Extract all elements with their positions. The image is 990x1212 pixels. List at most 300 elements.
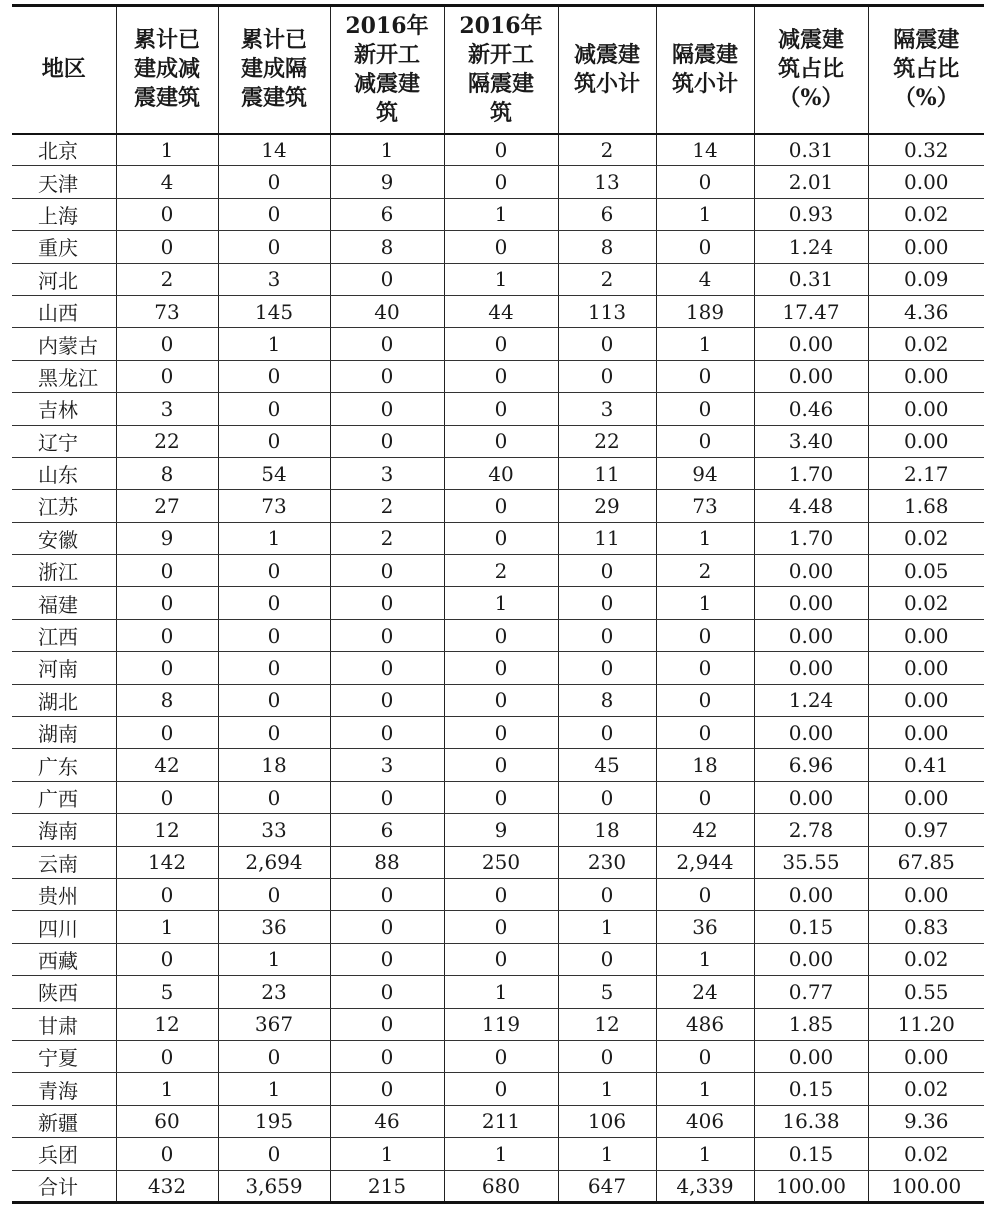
table-row <box>12 134 984 166</box>
value-cell: 1 <box>558 1138 656 1170</box>
value-cell: 1 <box>656 1073 754 1105</box>
value-cell: 0 <box>218 231 330 263</box>
value-cell: 0.97 <box>868 814 984 846</box>
value-cell: 9 <box>444 814 558 846</box>
region-cell: 宁夏 <box>12 1040 116 1072</box>
value-cell: 73 <box>656 490 754 522</box>
value-cell: 0 <box>444 943 558 975</box>
value-cell: 0 <box>444 911 558 943</box>
region-cell: 新疆 <box>12 1105 116 1137</box>
value-cell: 0.00 <box>754 619 868 651</box>
value-cell: 145 <box>218 295 330 327</box>
value-cell: 0.00 <box>868 1040 984 1072</box>
column-header: 累计已 建成隔 震建筑 <box>218 6 330 134</box>
value-cell: 0 <box>558 360 656 392</box>
value-cell: 1.70 <box>754 522 868 554</box>
value-cell: 73 <box>218 490 330 522</box>
value-cell: 0 <box>116 328 218 360</box>
value-cell: 0 <box>444 652 558 684</box>
value-cell: 0.02 <box>868 1138 984 1170</box>
value-cell: 0 <box>330 360 444 392</box>
table-row <box>12 1040 984 1072</box>
value-cell: 0.00 <box>868 652 984 684</box>
value-cell: 4 <box>116 166 218 198</box>
value-cell: 23 <box>218 976 330 1008</box>
value-cell: 0 <box>558 555 656 587</box>
value-cell: 0 <box>558 587 656 619</box>
value-cell: 0 <box>558 652 656 684</box>
value-cell: 0 <box>558 328 656 360</box>
table-row <box>12 976 984 1008</box>
value-cell: 5 <box>116 976 218 1008</box>
value-cell: 0 <box>656 652 754 684</box>
value-cell: 0 <box>656 619 754 651</box>
value-cell: 0 <box>444 231 558 263</box>
value-cell: 1 <box>558 911 656 943</box>
table-row <box>12 911 984 943</box>
column-header: 2016年 新开工 减震建 筑 <box>330 6 444 134</box>
value-cell: 12 <box>116 814 218 846</box>
table-row <box>12 587 984 619</box>
value-cell: 2 <box>330 522 444 554</box>
region-cell: 甘肃 <box>12 1008 116 1040</box>
value-cell: 0 <box>558 619 656 651</box>
value-cell: 0.15 <box>754 911 868 943</box>
value-cell: 1 <box>656 587 754 619</box>
table-row <box>12 717 984 749</box>
region-cell: 山东 <box>12 457 116 489</box>
value-cell: 3 <box>218 263 330 295</box>
value-cell: 0 <box>330 976 444 1008</box>
value-cell: 1 <box>116 911 218 943</box>
region-cell: 安徽 <box>12 522 116 554</box>
value-cell: 0 <box>558 878 656 910</box>
value-cell: 0 <box>116 652 218 684</box>
table-row <box>12 943 984 975</box>
column-header: 减震建 筑占比 （%） <box>754 6 868 134</box>
value-cell: 0.55 <box>868 976 984 1008</box>
region-cell: 山西 <box>12 295 116 327</box>
value-cell: 0 <box>116 587 218 619</box>
value-cell: 0 <box>330 911 444 943</box>
value-cell: 0.00 <box>868 425 984 457</box>
region-cell: 河北 <box>12 263 116 295</box>
value-cell: 0 <box>330 1040 444 1072</box>
value-cell: 67.85 <box>868 846 984 878</box>
table-row <box>12 814 984 846</box>
value-cell: 1 <box>656 943 754 975</box>
table-row <box>12 846 984 878</box>
table-row <box>12 684 984 716</box>
value-cell: 42 <box>116 749 218 781</box>
value-cell: 250 <box>444 846 558 878</box>
value-cell: 1.24 <box>754 684 868 716</box>
value-cell: 0 <box>330 393 444 425</box>
value-cell: 16.38 <box>754 1105 868 1137</box>
value-cell: 0 <box>444 360 558 392</box>
value-cell: 0.00 <box>868 166 984 198</box>
value-cell: 0.00 <box>754 555 868 587</box>
value-cell: 0.15 <box>754 1073 868 1105</box>
value-cell: 2 <box>444 555 558 587</box>
value-cell: 1 <box>444 1138 558 1170</box>
table-row <box>12 652 984 684</box>
value-cell: 0.02 <box>868 587 984 619</box>
region-cell: 广东 <box>12 749 116 781</box>
table-row <box>12 1138 984 1170</box>
region-cell: 青海 <box>12 1073 116 1105</box>
value-cell: 0 <box>218 1040 330 1072</box>
value-cell: 9 <box>330 166 444 198</box>
value-cell: 1 <box>330 1138 444 1170</box>
value-cell: 0 <box>444 393 558 425</box>
table-body <box>12 134 984 1203</box>
value-cell: 0 <box>330 717 444 749</box>
value-cell: 0 <box>656 1040 754 1072</box>
value-cell: 1 <box>444 263 558 295</box>
value-cell: 0 <box>218 198 330 230</box>
region-cell: 江苏 <box>12 490 116 522</box>
table-row <box>12 490 984 522</box>
value-cell: 189 <box>656 295 754 327</box>
value-cell: 1 <box>656 522 754 554</box>
value-cell: 0.77 <box>754 976 868 1008</box>
value-cell: 0 <box>444 878 558 910</box>
value-cell: 0.02 <box>868 198 984 230</box>
value-cell: 8 <box>558 684 656 716</box>
value-cell: 2.01 <box>754 166 868 198</box>
value-cell: 1 <box>656 1138 754 1170</box>
value-cell: 406 <box>656 1105 754 1137</box>
region-cell: 贵州 <box>12 878 116 910</box>
table-row <box>12 1073 984 1105</box>
table-row <box>12 555 984 587</box>
value-cell: 0.00 <box>754 943 868 975</box>
value-cell: 13 <box>558 166 656 198</box>
value-cell: 0 <box>656 717 754 749</box>
value-cell: 432 <box>116 1170 218 1202</box>
value-cell: 0 <box>218 878 330 910</box>
value-cell: 1 <box>558 1073 656 1105</box>
value-cell: 0 <box>330 652 444 684</box>
value-cell: 0 <box>558 781 656 813</box>
value-cell: 4.36 <box>868 295 984 327</box>
value-cell: 0 <box>558 717 656 749</box>
value-cell: 0.00 <box>868 619 984 651</box>
value-cell: 3 <box>330 457 444 489</box>
value-cell: 119 <box>444 1008 558 1040</box>
region-cell: 河南 <box>12 652 116 684</box>
value-cell: 0 <box>444 425 558 457</box>
value-cell: 35.55 <box>754 846 868 878</box>
region-cell: 海南 <box>12 814 116 846</box>
value-cell: 1 <box>218 522 330 554</box>
value-cell: 0.00 <box>868 684 984 716</box>
table-header <box>12 6 984 134</box>
value-cell: 0.15 <box>754 1138 868 1170</box>
region-cell: 上海 <box>12 198 116 230</box>
value-cell: 0 <box>656 231 754 263</box>
value-cell: 215 <box>330 1170 444 1202</box>
value-cell: 0.00 <box>754 1040 868 1072</box>
table-row <box>12 166 984 198</box>
value-cell: 195 <box>218 1105 330 1137</box>
value-cell: 211 <box>444 1105 558 1137</box>
value-cell: 1.70 <box>754 457 868 489</box>
region-cell: 浙江 <box>12 555 116 587</box>
column-header: 隔震建 筑占比 （%） <box>868 6 984 134</box>
value-cell: 0 <box>330 1008 444 1040</box>
value-cell: 6 <box>558 198 656 230</box>
value-cell: 18 <box>218 749 330 781</box>
value-cell: 8 <box>116 457 218 489</box>
value-cell: 3,659 <box>218 1170 330 1202</box>
value-cell: 18 <box>656 749 754 781</box>
value-cell: 45 <box>558 749 656 781</box>
value-cell: 0 <box>116 198 218 230</box>
region-cell: 吉林 <box>12 393 116 425</box>
region-cell: 黑龙江 <box>12 360 116 392</box>
region-cell: 辽宁 <box>12 425 116 457</box>
value-cell: 11.20 <box>868 1008 984 1040</box>
table-row <box>12 619 984 651</box>
value-cell: 0.05 <box>868 555 984 587</box>
region-cell: 云南 <box>12 846 116 878</box>
value-cell: 3 <box>330 749 444 781</box>
value-cell: 29 <box>558 490 656 522</box>
value-cell: 0 <box>444 490 558 522</box>
value-cell: 2 <box>116 263 218 295</box>
value-cell: 0 <box>444 328 558 360</box>
value-cell: 2,694 <box>218 846 330 878</box>
value-cell: 0.00 <box>754 652 868 684</box>
value-cell: 0.46 <box>754 393 868 425</box>
value-cell: 0 <box>656 684 754 716</box>
page <box>12 4 984 1204</box>
table-row <box>12 263 984 295</box>
value-cell: 0.32 <box>868 134 984 166</box>
value-cell: 1 <box>444 587 558 619</box>
value-cell: 0 <box>444 619 558 651</box>
value-cell: 100.00 <box>754 1170 868 1202</box>
value-cell: 0 <box>444 717 558 749</box>
value-cell: 46 <box>330 1105 444 1137</box>
value-cell: 8 <box>116 684 218 716</box>
column-header: 地区 <box>12 6 116 134</box>
value-cell: 106 <box>558 1105 656 1137</box>
region-cell: 内蒙古 <box>12 328 116 360</box>
value-cell: 0 <box>656 360 754 392</box>
value-cell: 0 <box>656 878 754 910</box>
region-cell: 陕西 <box>12 976 116 1008</box>
value-cell: 0 <box>116 717 218 749</box>
value-cell: 14 <box>218 134 330 166</box>
value-cell: 0 <box>656 781 754 813</box>
value-cell: 0 <box>444 684 558 716</box>
value-cell: 27 <box>116 490 218 522</box>
column-header: 累计已 建成减 震建筑 <box>116 6 218 134</box>
value-cell: 22 <box>116 425 218 457</box>
value-cell: 42 <box>656 814 754 846</box>
value-cell: 0 <box>218 166 330 198</box>
table-row <box>12 295 984 327</box>
value-cell: 1 <box>656 328 754 360</box>
value-cell: 40 <box>444 457 558 489</box>
value-cell: 0 <box>330 619 444 651</box>
value-cell: 0.41 <box>868 749 984 781</box>
value-cell: 0.02 <box>868 328 984 360</box>
value-cell: 0 <box>444 781 558 813</box>
value-cell: 40 <box>330 295 444 327</box>
value-cell: 0.02 <box>868 943 984 975</box>
region-cell: 北京 <box>12 134 116 166</box>
value-cell: 9 <box>116 522 218 554</box>
value-cell: 0 <box>116 781 218 813</box>
value-cell: 1 <box>116 134 218 166</box>
value-cell: 0 <box>656 393 754 425</box>
value-cell: 33 <box>218 814 330 846</box>
value-cell: 2,944 <box>656 846 754 878</box>
value-cell: 17.47 <box>754 295 868 327</box>
table-row <box>12 1105 984 1137</box>
value-cell: 3 <box>558 393 656 425</box>
value-cell: 0 <box>330 878 444 910</box>
total-row <box>12 1170 984 1202</box>
value-cell: 0.00 <box>754 360 868 392</box>
value-cell: 0 <box>218 781 330 813</box>
table-row <box>12 1008 984 1040</box>
value-cell: 0 <box>116 555 218 587</box>
value-cell: 0 <box>444 749 558 781</box>
table-row <box>12 457 984 489</box>
value-cell: 0.00 <box>754 328 868 360</box>
value-cell: 0 <box>330 328 444 360</box>
value-cell: 88 <box>330 846 444 878</box>
value-cell: 2 <box>558 263 656 295</box>
value-cell: 0 <box>656 425 754 457</box>
value-cell: 4 <box>656 263 754 295</box>
region-cell: 福建 <box>12 587 116 619</box>
value-cell: 0 <box>444 1040 558 1072</box>
value-cell: 0.00 <box>868 717 984 749</box>
value-cell: 22 <box>558 425 656 457</box>
value-cell: 1.24 <box>754 231 868 263</box>
value-cell: 6.96 <box>754 749 868 781</box>
value-cell: 8 <box>558 231 656 263</box>
value-cell: 11 <box>558 457 656 489</box>
value-cell: 0 <box>116 619 218 651</box>
value-cell: 0 <box>218 555 330 587</box>
value-cell: 0 <box>330 587 444 619</box>
value-cell: 0 <box>444 522 558 554</box>
value-cell: 0.83 <box>868 911 984 943</box>
value-cell: 0.00 <box>868 781 984 813</box>
value-cell: 0 <box>116 1138 218 1170</box>
value-cell: 0.00 <box>868 360 984 392</box>
region-cell: 湖北 <box>12 684 116 716</box>
value-cell: 0 <box>218 393 330 425</box>
value-cell: 0 <box>558 1040 656 1072</box>
value-cell: 11 <box>558 522 656 554</box>
value-cell: 0 <box>444 134 558 166</box>
column-header: 2016年 新开工 隔震建 筑 <box>444 6 558 134</box>
seismic-building-table <box>12 4 984 1204</box>
value-cell: 1 <box>218 328 330 360</box>
value-cell: 0 <box>444 166 558 198</box>
value-cell: 1 <box>656 198 754 230</box>
table-row <box>12 231 984 263</box>
value-cell: 24 <box>656 976 754 1008</box>
value-cell: 0 <box>116 360 218 392</box>
value-cell: 142 <box>116 846 218 878</box>
value-cell: 0 <box>330 684 444 716</box>
value-cell: 0.00 <box>868 393 984 425</box>
value-cell: 8 <box>330 231 444 263</box>
value-cell: 9.36 <box>868 1105 984 1137</box>
value-cell: 486 <box>656 1008 754 1040</box>
value-cell: 0 <box>116 231 218 263</box>
table-row <box>12 198 984 230</box>
value-cell: 1 <box>218 943 330 975</box>
table-row <box>12 393 984 425</box>
value-cell: 0 <box>330 943 444 975</box>
value-cell: 0.00 <box>754 878 868 910</box>
value-cell: 100.00 <box>868 1170 984 1202</box>
value-cell: 0.00 <box>868 878 984 910</box>
value-cell: 0 <box>116 1040 218 1072</box>
table-row <box>12 328 984 360</box>
value-cell: 2 <box>558 134 656 166</box>
table-row <box>12 781 984 813</box>
value-cell: 0.02 <box>868 522 984 554</box>
table-row <box>12 425 984 457</box>
value-cell: 1.85 <box>754 1008 868 1040</box>
table-row <box>12 878 984 910</box>
value-cell: 2.78 <box>754 814 868 846</box>
table-row <box>12 522 984 554</box>
region-cell: 江西 <box>12 619 116 651</box>
value-cell: 0.00 <box>754 717 868 749</box>
value-cell: 0 <box>218 619 330 651</box>
value-cell: 1 <box>218 1073 330 1105</box>
region-cell: 天津 <box>12 166 116 198</box>
value-cell: 0 <box>330 263 444 295</box>
table-row <box>12 360 984 392</box>
value-cell: 0.00 <box>754 587 868 619</box>
value-cell: 0 <box>218 652 330 684</box>
value-cell: 1 <box>116 1073 218 1105</box>
value-cell: 1 <box>330 134 444 166</box>
value-cell: 36 <box>656 911 754 943</box>
value-cell: 0 <box>218 587 330 619</box>
value-cell: 12 <box>558 1008 656 1040</box>
value-cell: 0 <box>330 555 444 587</box>
value-cell: 4,339 <box>656 1170 754 1202</box>
value-cell: 54 <box>218 457 330 489</box>
column-header: 减震建 筑小计 <box>558 6 656 134</box>
region-cell: 合计 <box>12 1170 116 1202</box>
value-cell: 2 <box>656 555 754 587</box>
value-cell: 0 <box>330 425 444 457</box>
value-cell: 0 <box>218 717 330 749</box>
value-cell: 5 <box>558 976 656 1008</box>
value-cell: 0.00 <box>754 781 868 813</box>
value-cell: 0 <box>330 1073 444 1105</box>
region-cell: 西藏 <box>12 943 116 975</box>
value-cell: 1 <box>444 198 558 230</box>
value-cell: 647 <box>558 1170 656 1202</box>
value-cell: 6 <box>330 198 444 230</box>
